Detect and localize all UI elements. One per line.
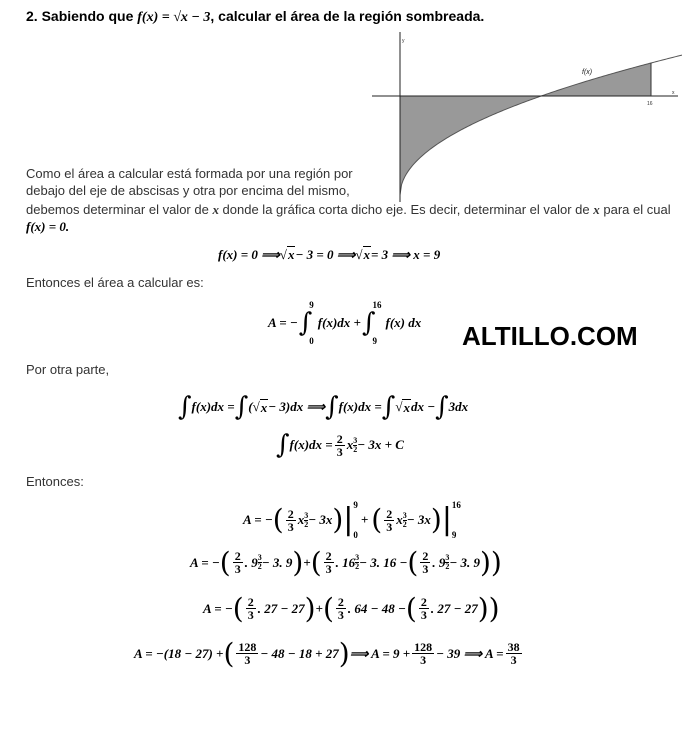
lim-bot-1: 0 — [309, 336, 314, 346]
f2-num-b: 2 — [325, 549, 332, 563]
line3-a: debemos determinar el valor de — [26, 202, 213, 217]
function-graph — [372, 32, 682, 204]
area-body-2: f(x) dx — [385, 315, 422, 330]
explanation-line-4: f(x) = 0. — [26, 219, 70, 234]
f2-den: 3 — [234, 562, 241, 576]
lim-top-2: 16 — [372, 300, 382, 310]
f2-pden: 2 — [257, 562, 262, 571]
line3-var: x — [212, 202, 219, 217]
f2-plus: + — [303, 554, 311, 570]
int1-g: dx − — [410, 399, 436, 414]
f2-pnum-b: 3 — [355, 553, 360, 562]
f4-rnum: 38 — [507, 640, 520, 654]
explanation-line-2: debajo del eje de abscisas y otra por encima del mismo, — [26, 183, 350, 198]
f3-den: 3 — [247, 608, 254, 622]
f1-bot2: 9 — [451, 530, 457, 540]
f2-pnum-c: 3 — [445, 553, 450, 562]
f3-num-b: 2 — [337, 595, 344, 609]
f2-pnum: 3 — [257, 553, 262, 562]
problem-title — [26, 8, 484, 26]
f1-pnum-b: 3 — [402, 510, 407, 520]
f1-pden-b: 2 — [402, 519, 407, 529]
int2-a: f(x)dx = — [289, 437, 333, 452]
f3-a: A = − — [203, 600, 233, 616]
int1-d: − 3)dx ⟹ — [268, 399, 326, 414]
area-integral-equation: A = − ∫ 9 0 f(x)dx + ∫ 16 9 f(x) dx — [268, 300, 422, 346]
line3-b: donde la gráfica corta dicho eje. Es decir, determinar el valor de — [218, 202, 594, 217]
lim-top-1: 9 — [309, 300, 314, 310]
int2-den: 3 — [336, 444, 343, 459]
f1-top1: 9 — [353, 500, 358, 510]
f4-num: 128 — [238, 640, 257, 654]
y-axis-label: y — [402, 38, 405, 44]
f2-pden-b: 2 — [355, 562, 360, 571]
f1-x-b: x — [396, 512, 403, 527]
f2-d: . 16 — [335, 554, 356, 570]
f4-c: ⟹ A = 9 + — [349, 645, 411, 661]
f1-pnum: 3 — [304, 510, 309, 520]
area-a: A = − — [268, 315, 298, 330]
f4-rden: 3 — [510, 653, 517, 667]
final-equation-2: A = − ( $\frac{2}{3}$ . 9 3 2 − 3. 9 ) + ( $\frac{2}{3}$ . 16 3 2 − 3. 16 − ( $\frac{2}{3}$ . 9 3 2 − 3. 9 ) ) — [190, 545, 502, 579]
int1-a: f(x)dx = — [191, 399, 235, 414]
root-p1: f(x) = 0 ⟹ — [218, 246, 280, 262]
line3-var2: x — [593, 202, 600, 217]
area-intro-text: Entonces el área a calcular es: — [26, 275, 204, 290]
root-p3: − 3 = 0 ⟹ — [295, 246, 356, 262]
otra-parte-text: Por otra parte, — [26, 362, 110, 377]
f3-num: 2 — [247, 595, 254, 609]
f1-den-b: 3 — [386, 519, 393, 534]
f2-e: − 3. 16 − — [359, 554, 408, 570]
int2-num: 2 — [336, 431, 343, 446]
f1-num: 2 — [287, 506, 294, 521]
curve-label: f(x) — [582, 69, 593, 76]
int1-b: ( — [248, 399, 253, 414]
f4-num-b: 128 — [414, 640, 433, 654]
int2-pnum: 3 — [353, 435, 358, 445]
f1-m-b: − 3x — [406, 512, 431, 527]
final-equation-1: A = − ( $\frac{2}{3}$ x 3 2 − 3x ) | 9 0 + ( $\frac{2}{3}$ x 3 2 − 3x ) | 16 9 — [243, 500, 461, 540]
final-equation-4: A = −(18 − 27) + ( $\frac{128}{3}$ − 48 − 18 + 27 ) ⟹ A = 9 + $\frac{128}{3}$ − 39 ⟹ A = $\frac{38}{3}$ — [134, 636, 520, 670]
f3-d: . 27 − 27 — [430, 600, 478, 616]
area-body-1: f(x)dx + — [317, 315, 361, 330]
f4-a: A = −(18 − 27) + — [134, 645, 224, 661]
f1-pden: 2 — [304, 519, 309, 529]
f3-den-c: 3 — [420, 608, 427, 622]
x-axis-label: x — [672, 90, 675, 96]
root-p4: x — [363, 247, 370, 262]
int1-c: x — [260, 399, 268, 415]
f4-den-b: 3 — [420, 653, 427, 667]
f4-den: 3 — [244, 653, 251, 667]
f3-num-c: 2 — [420, 595, 427, 609]
root-equation: f(x) = 0 ⟹ √ x − 3 = 0 ⟹ √ x = 3 ⟹ x = 9 — [218, 246, 441, 262]
f2-g: − 3. 9 — [449, 554, 480, 570]
f2-num: 2 — [234, 549, 241, 563]
f2-c: − 3. 9 — [261, 554, 293, 570]
root-p2: x — [287, 247, 295, 262]
f2-pden-c: 2 — [445, 562, 450, 571]
f4-d: − 39 ⟹ A = — [436, 645, 504, 661]
shaded-region — [400, 63, 651, 195]
x-tick-label: 16 — [647, 101, 653, 107]
f1-m: − 3x — [308, 512, 333, 527]
line3-c: para el cual — [599, 202, 671, 217]
int1-h: 3dx — [448, 399, 469, 414]
integral-line-2: ∫ f(x)dx = $\frac{2}{3}$ x 3 2 − 3x + C — [276, 430, 404, 460]
f3-c: . 64 − 48 − — [347, 600, 406, 616]
root-p5: = 3 ⟹ x = 9 — [371, 246, 441, 262]
f2-b: . 9 — [244, 554, 258, 570]
title-prefix: 2. Sabiendo que — [26, 8, 138, 24]
title-suffix: , calcular el área de la región sombreada. — [210, 8, 485, 24]
title-function: f(x) = √x − 3 — [137, 10, 211, 25]
f1-den: 3 — [287, 519, 294, 534]
f1-top2: 16 — [451, 500, 461, 510]
f1-num-b: 2 — [386, 506, 393, 521]
f2-f: . 9 — [432, 554, 446, 570]
f3-den-b: 3 — [337, 608, 344, 622]
int2-pden: 2 — [353, 444, 358, 454]
int2-c: − 3x + C — [357, 437, 404, 452]
int1-f: x — [403, 399, 410, 415]
f3-plus: + — [315, 600, 323, 616]
f4-b: − 48 − 18 + 27 — [260, 645, 339, 661]
f1-bot1: 0 — [353, 530, 358, 540]
entonces-text: Entonces: — [26, 474, 84, 489]
f2-den-b: 3 — [325, 562, 332, 576]
f1-plus: + — [360, 512, 369, 527]
int1-e: f(x)dx = — [338, 399, 382, 414]
f1-x: x — [297, 512, 305, 527]
int2-b: x — [346, 437, 354, 452]
integral-line-1: ∫ f(x)dx = ∫ ( √ x − 3)dx ⟹ ∫ f(x)dx = ∫ √ x dx − ∫ 3dx — [178, 392, 469, 422]
f2-den-c: 3 — [422, 562, 429, 576]
watermark-text: ALTILLO.COM — [462, 321, 638, 351]
f3-b: . 27 − 27 — [257, 600, 305, 616]
explanation-line-1: Como el área a calcular está formada por una región por — [26, 166, 353, 181]
f2-num-c: 2 — [422, 549, 429, 563]
f1-a: A = − — [243, 512, 273, 527]
f2-a: A = − — [190, 554, 220, 570]
final-equation-3: A = − ( $\frac{2}{3}$ . 27 − 27 ) + ( $\frac{2}{3}$ . 64 − 48 − ( $\frac{2}{3}$ . 27 − 27 ) ) — [203, 591, 500, 625]
lim-bot-2: 9 — [372, 336, 377, 346]
explanation-line-3 — [26, 201, 671, 218]
